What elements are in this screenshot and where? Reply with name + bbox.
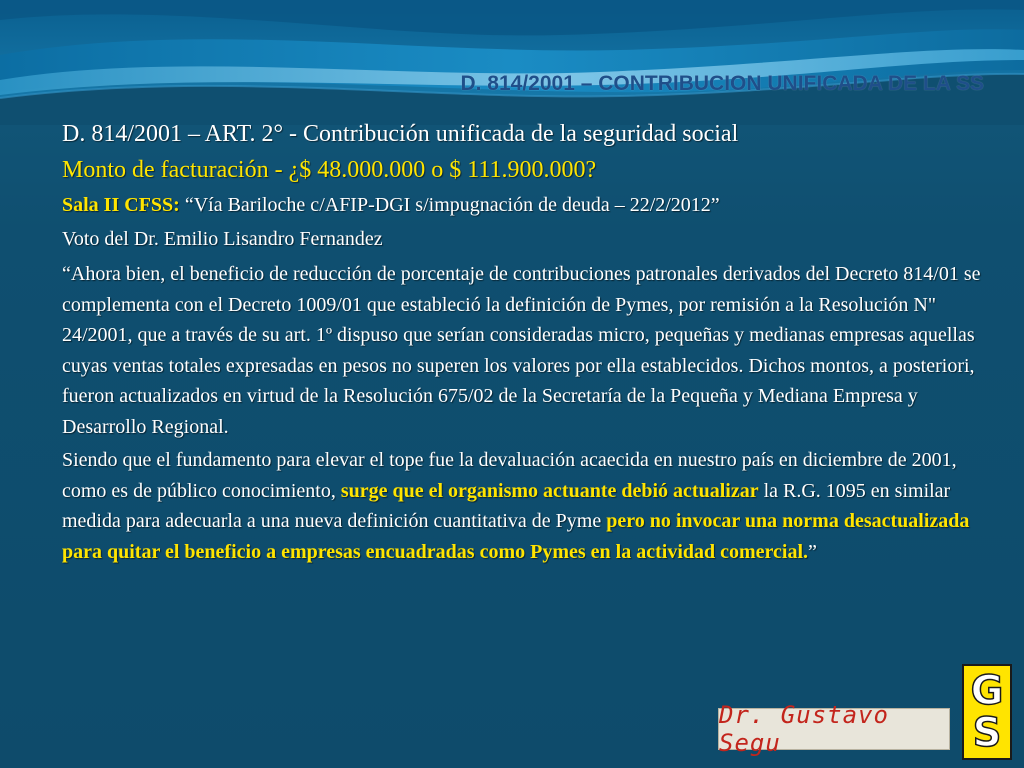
heading-line: D. 814/2001 – ART. 2° - Contribución unificada de la seguridad social	[62, 121, 739, 147]
conclusion-text-2: la R.G. 1095 en similar medida para adecuarla a una nueva definición cuantitativa de Pyme	[62, 479, 951, 532]
monto-label: Monto de facturación -	[62, 157, 289, 183]
slide-title: D. 814/2001 – CONTRIBUCION UNIFICADA DE LA SS	[460, 72, 984, 95]
sala-line	[62, 188, 982, 222]
sala-case: “Vía Bariloche c/AFIP-DGI s/impugnación de deuda – 22/2/2012”	[179, 194, 720, 216]
gs-logo	[962, 664, 1012, 760]
logo-letter-s: S	[972, 710, 1002, 756]
conclusion-text-1: Siendo que el fundamento para elevar el tope fue la devaluación acaecida en nuestro país en diciembre de 2001, como es de público conocimiento,	[62, 449, 957, 502]
logo-letter-g: G	[970, 668, 1004, 714]
conclusion-highlight-2: pero no invocar una norma desactualizada para quitar el beneficio a empresas encuadradas como Pymes en la actividad comercial.	[62, 510, 970, 563]
quote-paragraph: “Ahora bien, el beneficio de reducción de porcentaje de contribuciones patronales derivados del Decreto 814/01 se complementa con el Decreto 1009/01 que estableció la definición de Pymes, por remisión a la Resolución N" 24/2001, que a través de su art. 1º dispuso que serían consideradas micro, pequeñas y medianas empresas aquellas cuyas ventas totales expresadas en pesos no superen los valores por ella establecidos. Dichos montos, a posteriori, fueron actualizados en virtud de la Resolución 675/02 de la Secretaría de la Pequeña y Mediana Empresa y Desarrollo Regional.	[62, 263, 981, 438]
sala-label: Sala II CFSS:	[62, 194, 180, 216]
voto-line: Voto del Dr. Emilio Lisandro Fernandez	[62, 228, 383, 250]
conclusion-highlight-1: surge que el organismo actuante debió actualizar	[340, 479, 759, 502]
header-wave-decoration	[0, 0, 1024, 125]
slide-body	[62, 116, 982, 567]
monto-line	[62, 152, 982, 188]
conclusion-paragraph	[62, 445, 982, 567]
conclusion-close-quote: ”	[808, 540, 817, 563]
monto-question: ¿$ 48.000.000 o $ 111.900.000?	[288, 157, 597, 183]
signature-label: Dr. Gustavo Segu	[718, 708, 950, 750]
